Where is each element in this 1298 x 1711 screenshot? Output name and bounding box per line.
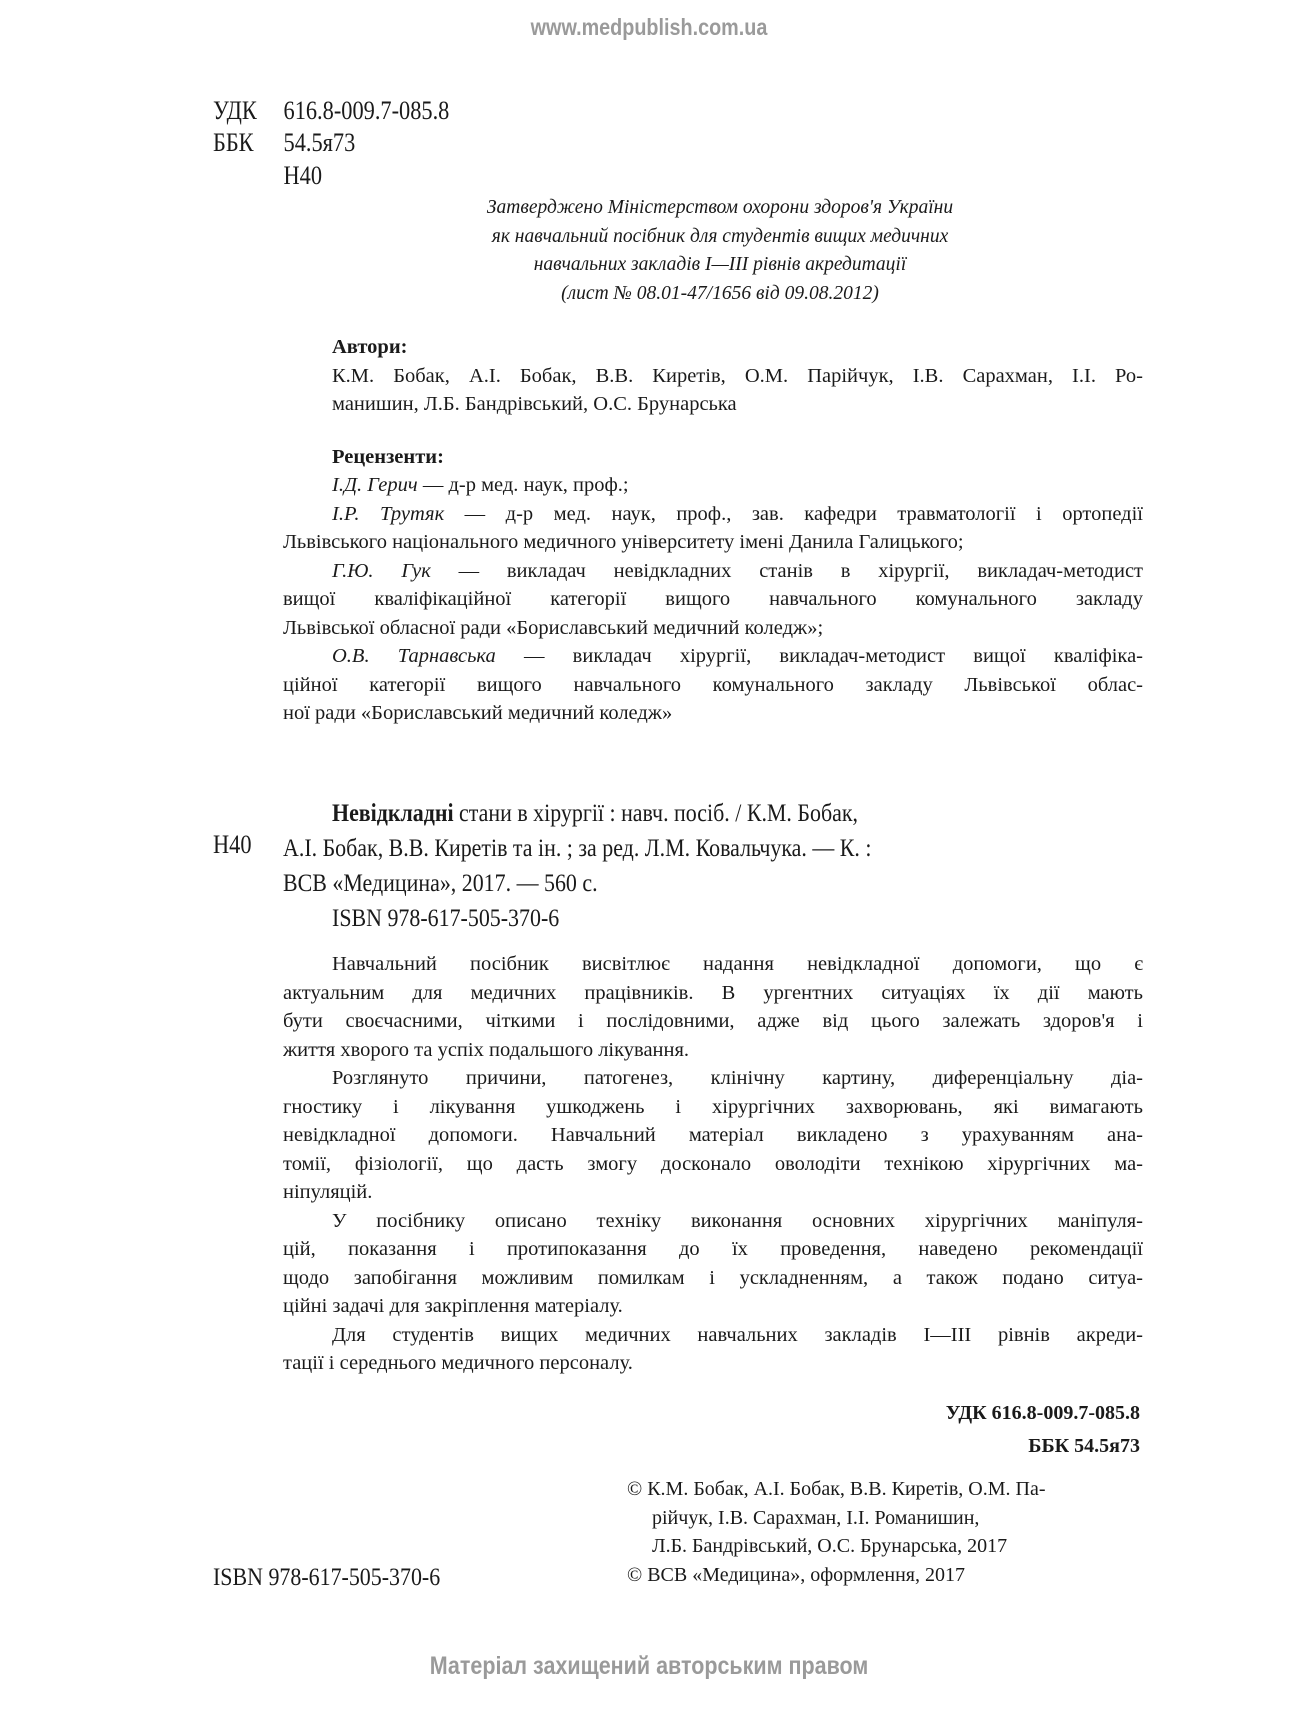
reviewer-entry: І.Д. Герич — д-р мед. наук, проф.; <box>332 474 629 496</box>
reviewers-heading-block <box>332 443 1143 472</box>
copyright-publisher: © ВСВ «Медицина», оформлення, 2017 <box>627 1563 965 1586</box>
ministry-approval <box>380 194 1060 308</box>
bbk-code: ББК 54.5я73 <box>213 128 356 157</box>
biblio-line: ВСВ «Медицина», 2017. — 560 с. <box>283 868 598 897</box>
annotation: Навчальний посібник висвітлює надання невідкладної допомоги, що є актуальним для медичних працівників. В ургентних ситуаціях їх дії мають бути своєчасними, чіткими і послідовними, адже від цього залежать здоров'я і життя хворого та успіх подальшого лікування. Розглянуто причини, патогенез, клінічну картину, диференціальну діа- гностику і лікування ушкоджень і хірургічних захворювань, які вимагають невідкладної допомоги. Навчальний матеріал викладено з урахуванням ана- томії, фізіології, що дасть змогу досконало оволодіти технікою хірургічних ма- ніпуляцій. У посібнику описано техніку виконання основних хірургічних маніпуля- цій, показання і протипоказання до їх проведення, наведено рекомендації щодо запобігання можливим помилкам і ускладненням, а також подано ситуа- ційні задачі для закріплення матеріалу. Для студентів вищих медичних навчальних закладів I—III рівнів акреди- тації і середнього медичного персоналу. <box>283 950 1143 1378</box>
biblio-line: А.І. Бобак, В.В. Киретів та ін. ; за ред. Л.М. Ковальчука. — К. : <box>283 833 872 862</box>
annotation-line: У посібнику описано техніку виконання основних хірургічних маніпуля- <box>332 1209 1143 1232</box>
reviewer-entry: І.Р. Трутяк — д-р мед. наук, проф., зав. кафедри травматології і ортопедії <box>332 502 1143 525</box>
approval-line: навчальних закладів I—III рівнів акредитації <box>533 254 907 276</box>
bottom-udk: УДК 616.8-009.7-085.8 <box>945 1402 1140 1424</box>
reviewers-list: І.Д. Герич — д-р мед. наук, проф.; І.Р. Трутяк — д-р мед. наук, проф., зав. кафедри травматології і ортопедії Львівського національного медичного університету імені Данила Галицького; Г.Ю. Гук — викладач невідкладних станів в хірургії, викладач-методист вищої кваліфікаційної категорії вищого навчального комунального закладу Львівської обласної ради «Бориславський медичний коледж»; О.В. Тарнавська — викладач хірургії, викладач-методист вищої кваліфіка- ційної категорії вищого навчального комунального закладу Львівської облас- ної ради «Бориславський медичний коледж» <box>283 471 1143 728</box>
bottom-codes <box>946 1397 1140 1463</box>
udk-code: УДК 616.8-009.7-085.8 <box>213 96 450 125</box>
biblio-isbn: ISBN 978-617-505-370-6 <box>332 903 560 932</box>
isbn-bottom: ISBN 978-617-505-370-6 <box>213 1562 441 1591</box>
copyright-block: © К.М. Бобак, А.І. Бобак, В.В. Киретів, О.М. Па- рійчук, І.В. Сарахман, І.І. Романишин, Л.Б. Бандрівський, О.С. Брунарська, 2017 © ВСВ «Медицина», оформлення, 2017 <box>627 1475 1147 1589</box>
approval-line: Затверджено Міністерством охорони здоров'я України <box>486 197 954 218</box>
annotation-line: Розглянуто причини, патогенез, клінічну картину, диференціальну діа- <box>332 1067 1143 1089</box>
bibliographic-record <box>283 795 1143 935</box>
approval-line: (лист № 08.01-47/1656 від 09.08.2012) <box>561 282 879 304</box>
reviewers-heading: Рецензенти: <box>332 446 444 468</box>
annotation-line: Для студентів вищих медичних навчальних закладів I—III рівнів акреди- <box>332 1323 1143 1346</box>
approval-line: як навчальний посібник для студентів вищих медичних <box>491 225 949 247</box>
biblio-author-mark: Н40 <box>213 830 252 859</box>
reviewer-entry: О.В. Тарнавська — викладач хірургії, викладач-методист вищої кваліфіка- <box>332 645 1143 667</box>
authors-line: К.М. Бобак, А.І. Бобак, В.В. Киретів, О.М. Парійчук, І.В. Сарахман, І.І. Ро- <box>332 364 1143 387</box>
author-mark: Н40 <box>283 161 323 190</box>
bottom-bbk: ББК 54.5я73 <box>1028 1435 1140 1457</box>
authors-section <box>332 333 1143 419</box>
copyright-authors: © К.М. Бобак, А.І. Бобак, В.В. Киретів, О.М. Па- <box>627 1478 1046 1500</box>
authors-heading: Автори: <box>332 336 408 358</box>
annotation-line: Навчальний посібник висвітлює надання невідкладної допомоги, що є <box>332 953 1143 975</box>
authors-line: манишин, Л.Б. Бандрівський, О.С. Брунарська <box>332 393 737 415</box>
watermark-copyright: Матеріал захищений авторським правом <box>429 1652 869 1680</box>
book-title: Невідкладні <box>332 798 454 827</box>
watermark-url: www.medpublish.com.ua <box>530 14 768 40</box>
biblio-title-line: Невідкладні стани в хірургії : навч. посіб. / К.М. Бобак, <box>332 798 858 827</box>
reviewer-entry: Г.Ю. Гук — викладач невідкладних станів в хірургії, викладач-методист <box>332 559 1143 582</box>
